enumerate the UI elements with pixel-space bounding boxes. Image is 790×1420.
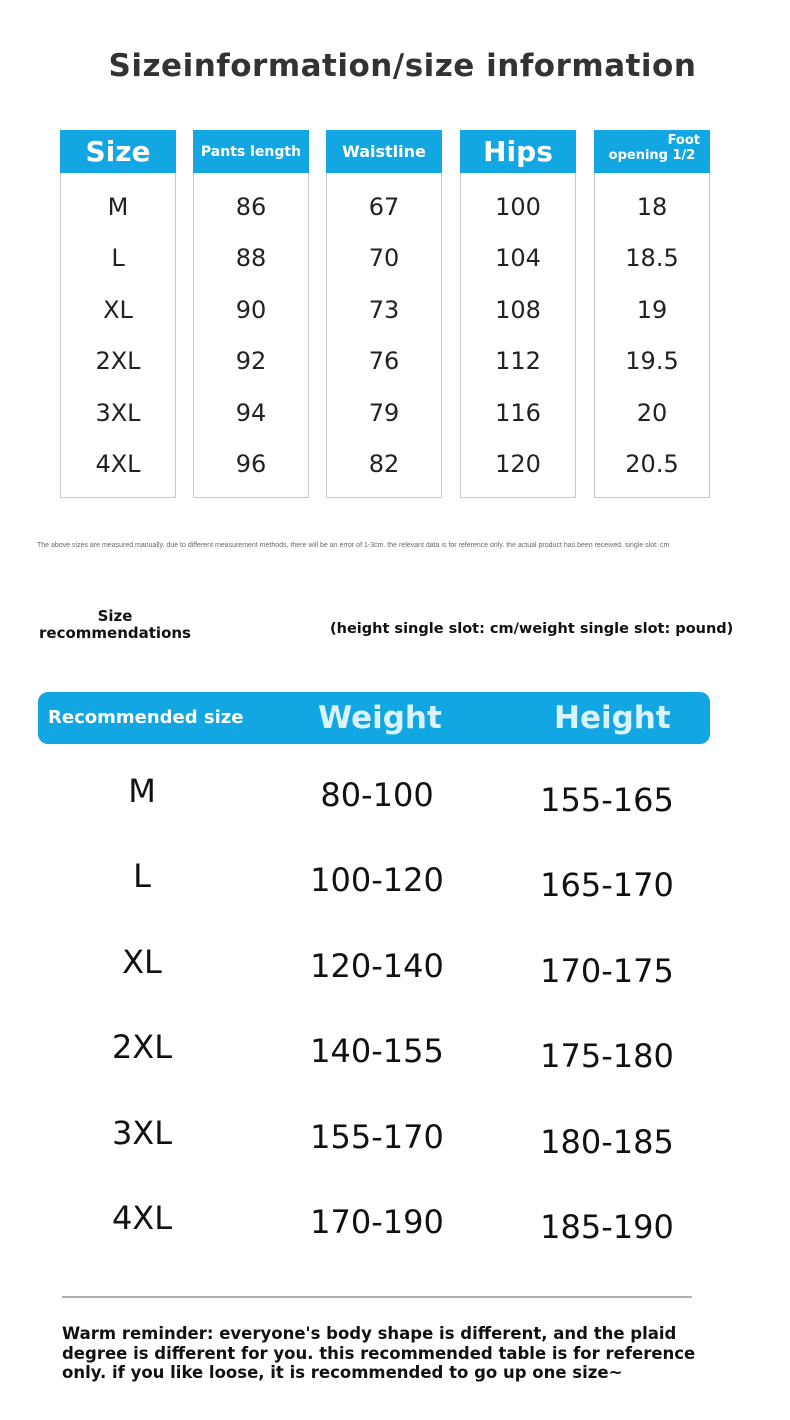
recommendations-header-bar [38,692,710,744]
foot-opening-header-line1: Foot [667,133,700,148]
hips-column [460,130,576,498]
foot-opening-header-line2: opening 1/2 [608,147,696,163]
rec-size: M [128,772,156,810]
recommendation-row [0,1028,790,1088]
height-header: Height [554,700,671,736]
pants-length-cell: 86 [235,192,267,221]
waistline-cell: 70 [368,244,400,273]
size-header: Size [60,130,176,173]
recommendation-row [0,857,790,917]
page-title: Sizeinformation/size information [108,48,697,84]
pants-length-cell: 94 [235,398,267,427]
pants-length-header: Pants length [193,130,309,173]
foot-opening-cell: 19 [636,295,668,324]
hips-cell: 100 [495,192,541,221]
size-cell: XL [103,295,133,324]
waistline-cell: 82 [368,450,400,479]
recommendations-units: (height single slot: cm/weight single slot: pound) [330,621,734,637]
waistline-cell: 73 [368,295,400,324]
size-cell: L [111,244,125,273]
recommended-size-header: Recommended size [48,707,244,728]
pants-length-column [193,130,309,498]
rec-height: 180-185 [540,1123,674,1161]
rec-height: 165-170 [540,866,674,904]
recommendation-row [0,772,790,832]
rec-height: 185-190 [540,1208,674,1246]
rec-weight: 80-100 [320,776,434,814]
rec-size: 4XL [111,1199,173,1237]
rec-height: 175-180 [540,1037,674,1075]
warm-reminder: Warm reminder: everyone's body shape is different, and the plaid degree is different for you. this recommended table is for reference only. if you like loose, it is recommended to go up one size~ [62,1324,696,1382]
waistline-cell: 79 [368,398,400,427]
foot-opening-cell: 20 [636,398,668,427]
pants-length-cell: 92 [235,347,267,376]
rec-size: 3XL [111,1114,173,1152]
hips-cell: 108 [495,295,541,324]
hips-cell: 104 [495,244,541,273]
rec-size: XL [122,943,162,981]
size-cell: 3XL [95,398,141,427]
size-column [60,130,176,498]
hips-cell: 116 [495,398,541,427]
pants-length-cell: 96 [235,450,267,479]
rec-weight: 100-120 [310,861,444,899]
recommendations-label [30,608,200,642]
rec-weight: 155-170 [310,1118,444,1156]
pants-length-cell: 88 [235,244,267,273]
recommendation-row [0,1114,790,1174]
rec-height: 170-175 [540,952,674,990]
foot-opening-cell: 18.5 [625,244,679,273]
recommendation-row [0,1199,790,1259]
waistline-column [326,130,442,498]
pants-length-cell: 90 [235,295,267,324]
divider [62,1296,692,1298]
size-cell: 2XL [95,347,141,376]
hips-cell: 112 [495,347,541,376]
hips-cell: 120 [495,450,541,479]
waistline-cell: 67 [368,192,400,221]
size-cell: 4XL [95,450,141,479]
recommendations-label-line2: recommendations [39,624,191,642]
size-cell: M [107,192,129,221]
foot-opening-column [594,130,710,498]
rec-weight: 120-140 [310,947,444,985]
waistline-header: Waistline [326,130,442,173]
measurement-note: The above sizes are measured manually. due to different measurement methods, there will be an error of 1-3cm. the relevant data is for reference only. the actual product has been received. single slot: cm [37,542,670,549]
rec-weight: 170-190 [310,1203,444,1241]
rec-size: L [133,857,151,895]
rec-height: 155-165 [540,781,674,819]
recommendations-label-line1: Size [97,607,133,625]
weight-header: Weight [318,700,442,736]
rec-weight: 140-155 [310,1032,444,1070]
recommendation-row [0,943,790,1003]
rec-size: 2XL [111,1028,173,1066]
foot-opening-header [594,130,710,173]
hips-header: Hips [460,130,576,173]
foot-opening-cell: 18 [636,192,668,221]
waistline-cell: 76 [368,347,400,376]
foot-opening-cell: 19.5 [625,347,679,376]
foot-opening-cell: 20.5 [625,450,679,479]
